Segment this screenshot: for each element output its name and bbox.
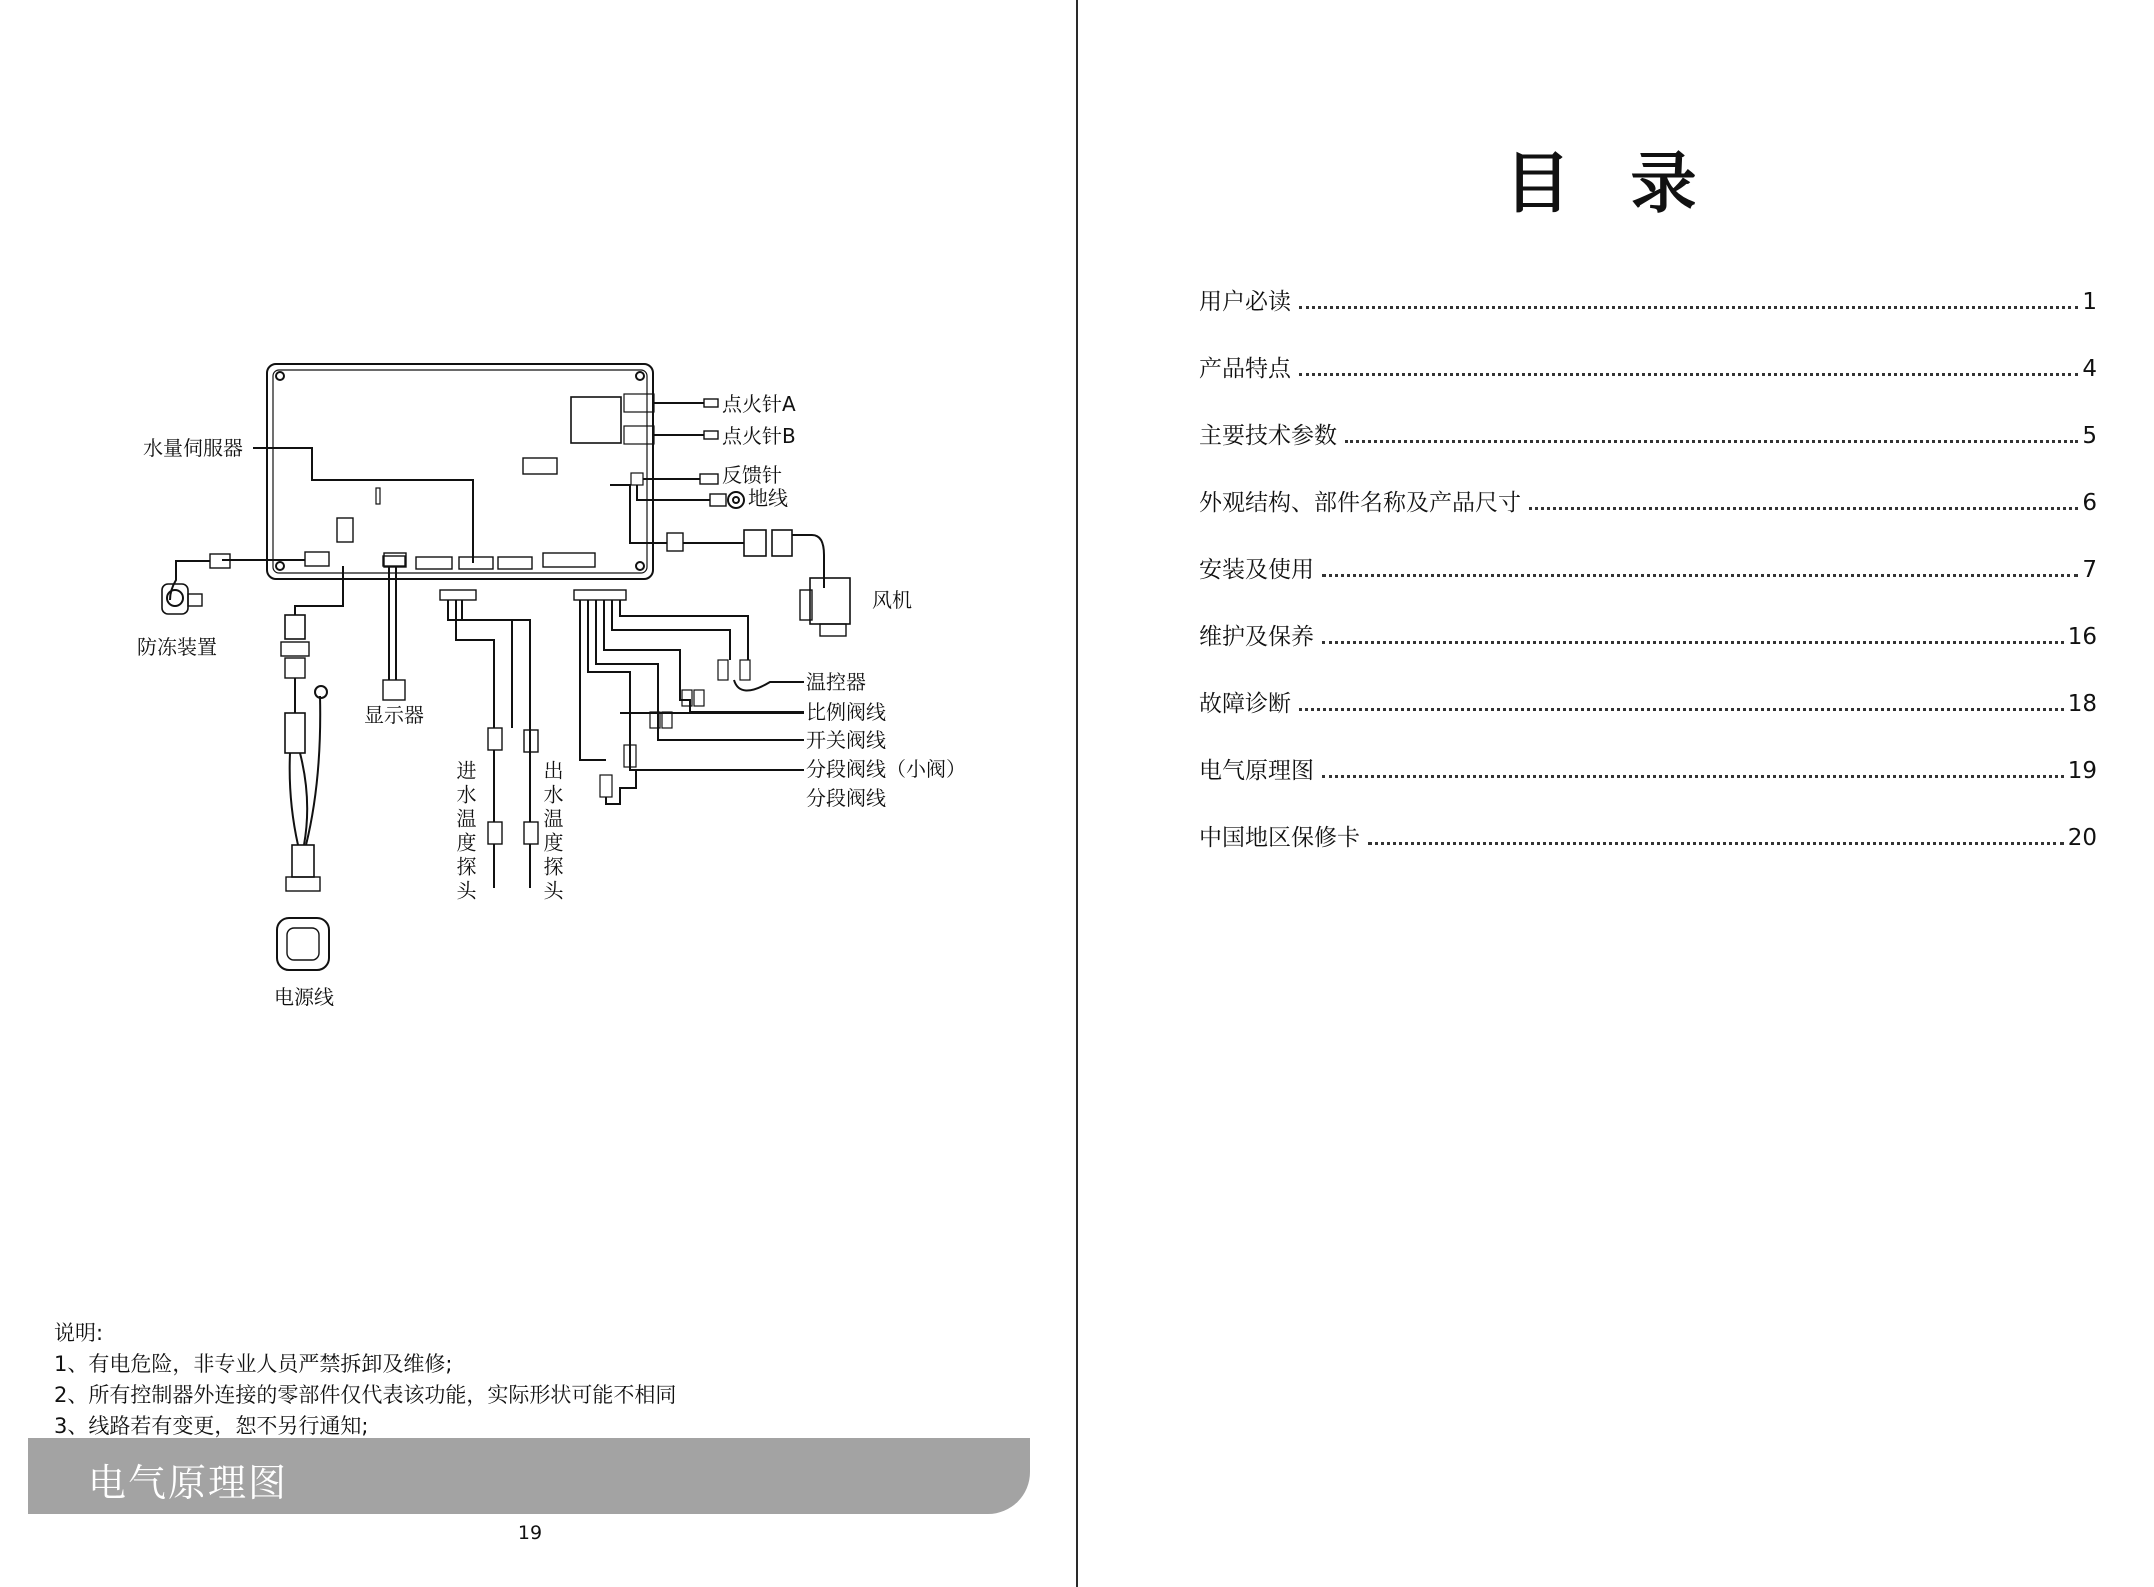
toc-item-page: 5 <box>2082 423 2097 449</box>
label-switch-valve: 开关阀线 <box>806 728 886 752</box>
toc-leader <box>1529 507 2078 510</box>
toc-item[interactable] <box>1199 484 2097 551</box>
toc-item[interactable] <box>1199 685 2097 752</box>
toc-item-page: 20 <box>2067 825 2097 851</box>
toc-item-label: 故障诊断 <box>1199 691 1291 717</box>
note-item: 3、线路若有变更，恕不另行通知; <box>54 1414 369 1438</box>
toc-leader <box>1368 842 2064 845</box>
toc-item-label: 外观结构、部件名称及产品尺寸 <box>1199 490 1521 516</box>
toc-item[interactable] <box>1199 752 2097 819</box>
toc-item-page: 19 <box>2067 758 2097 784</box>
toc-item[interactable] <box>1199 618 2097 685</box>
notes <box>54 1318 676 1442</box>
label-thermostat: 温控器 <box>806 670 866 694</box>
label-water-servo: 水量伺服器 <box>143 436 243 460</box>
toc-item-page: 7 <box>2082 557 2097 583</box>
label-proportional-valve: 比例阀线 <box>806 700 886 724</box>
label-antifreeze: 防冻装置 <box>137 635 217 659</box>
toc-leader <box>1345 440 2078 443</box>
toc-item[interactable] <box>1199 283 2097 350</box>
label-ignition-b: 点火针B <box>722 424 796 448</box>
label-inlet-probe: 进水温度探头 <box>453 760 477 904</box>
wiring-diagram <box>0 0 1076 1030</box>
page-number: 19 <box>517 1522 543 1544</box>
note-item: 2、所有控制器外连接的零部件仅代表该功能，实际形状可能不相同 <box>54 1383 677 1407</box>
note-item: 1、有电危险，非专业人员严禁拆卸及维修; <box>54 1352 453 1376</box>
toc-item-label: 安装及使用 <box>1199 557 1314 583</box>
section-banner <box>28 1438 1030 1514</box>
toc-item-label: 中国地区保修卡 <box>1199 825 1360 851</box>
toc-list <box>1199 283 2097 886</box>
toc-item-label: 用户必读 <box>1199 289 1291 315</box>
toc-item[interactable] <box>1199 819 2097 886</box>
toc-leader <box>1322 574 2078 577</box>
label-segment-valve: 分段阀线 <box>806 786 886 810</box>
right-page <box>1077 0 2154 1587</box>
label-fan: 风机 <box>872 588 912 612</box>
toc-item-page: 4 <box>2082 356 2097 382</box>
toc-leader <box>1322 641 2064 644</box>
label-ignition-a: 点火针A <box>722 392 796 416</box>
toc-item-label: 维护及保养 <box>1199 624 1314 650</box>
toc-item-label: 电气原理图 <box>1199 758 1314 784</box>
label-ground-wire: 地线 <box>748 486 788 510</box>
label-power-cord: 电源线 <box>274 985 334 1009</box>
toc-item-page: 6 <box>2082 490 2097 516</box>
toc-item-page: 1 <box>2082 289 2097 315</box>
toc-title: 目录 <box>1504 145 1757 222</box>
left-page <box>0 0 1076 1587</box>
toc-leader <box>1322 775 2064 778</box>
toc-item-label: 产品特点 <box>1199 356 1291 382</box>
label-segment-valve-small: 分段阀线（小阀） <box>806 757 966 781</box>
toc-leader <box>1299 373 2078 376</box>
section-title: 电气原理图 <box>88 1461 289 1505</box>
toc-item[interactable] <box>1199 551 2097 618</box>
toc-item-label: 主要技术参数 <box>1199 423 1337 449</box>
notes-heading: 说明: <box>54 1321 104 1345</box>
toc-item-page: 16 <box>2067 624 2097 650</box>
label-outlet-probe: 出水温度探头 <box>540 760 564 904</box>
toc-leader <box>1299 708 2064 711</box>
toc-leader <box>1299 306 2078 309</box>
toc-item-page: 18 <box>2067 691 2097 717</box>
label-feedback-pin: 反馈针 <box>722 463 782 487</box>
toc-item[interactable] <box>1199 417 2097 484</box>
label-display: 显示器 <box>364 703 424 727</box>
toc-item[interactable] <box>1199 350 2097 417</box>
